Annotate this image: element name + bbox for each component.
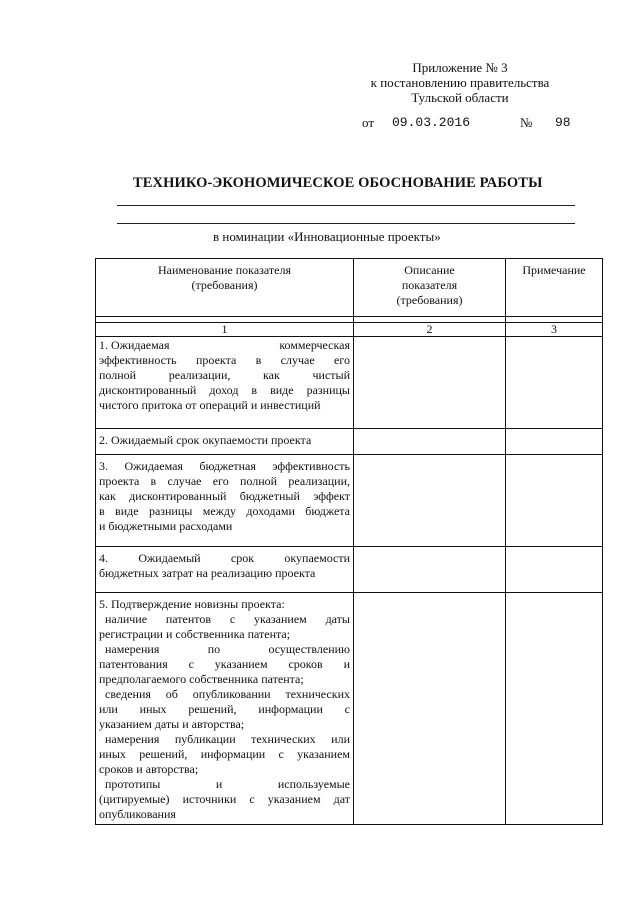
- number-prefix: №: [520, 115, 533, 130]
- row3-indicator: 3. Ожидаемая бюджетная эффективность проекта в случае его полной реализации, как дисконтированный бюджетный эффект в виде разницы между доходами бюджета и бюджетными расходами: [96, 455, 354, 547]
- resolution-date: 09.03.2016: [392, 115, 471, 130]
- blank-line-2: [117, 223, 575, 224]
- row1-note-cell[interactable]: [506, 337, 603, 429]
- row1-description-cell[interactable]: [354, 337, 506, 429]
- row2-description-cell[interactable]: [354, 429, 506, 455]
- feasibility-table: [95, 258, 603, 825]
- document-title: ТЕХНИКО-ЭКОНОМИЧЕСКОЕ ОБОСНОВАНИЕ РАБОТЫ: [133, 175, 543, 191]
- row1-indicator: 1. Ожидаемая коммерческая эффективность проекта в случае его полной реализации, как чистый дисконтированный доход в виде разницы чистого притока от операций и инвестиций: [96, 337, 354, 429]
- date-prefix: от: [362, 115, 375, 130]
- header-note: Примечание: [506, 259, 603, 317]
- row3-description-cell[interactable]: [354, 455, 506, 547]
- table-row: [96, 429, 603, 455]
- row5-indicator: 5. Подтверждение новизны проекта: наличие патентов с указанием даты регистрации и собственника патента; намерения по осуществлению патентования с указанием сроков и предполагаемого собственника патента; сведения об опубликовании технических или иных решений, информации с указанием даты и авторства; намерения публикации технических или иных решений, информации с указанием сроков и авторства; прототипы и используемые (цитируемые) источники с указанием дат опубликования: [96, 593, 354, 825]
- region-name: Тульской области: [411, 90, 509, 105]
- resolution-reference: к постановлению правительства: [370, 75, 550, 90]
- row2-indicator: 2. Ожидаемый срок окупаемости проекта: [96, 429, 354, 455]
- appendix-block: [340, 60, 580, 105]
- header-indicator-name: Наименование показателя (требования): [96, 259, 354, 317]
- table-row: [96, 547, 603, 593]
- row4-description-cell[interactable]: [354, 547, 506, 593]
- table-row: [96, 593, 603, 825]
- appendix-number: Приложение № 3: [412, 60, 508, 75]
- resolution-number: 98: [555, 115, 571, 130]
- row3-note-cell[interactable]: [506, 455, 603, 547]
- row2-note-cell[interactable]: [506, 429, 603, 455]
- column-number-2: 2: [354, 323, 506, 337]
- row4-indicator: 4. Ожидаемый срок окупаемости бюджетных затрат на реализацию проекта: [96, 547, 354, 593]
- row5-description-cell[interactable]: [354, 593, 506, 825]
- nomination-label: в номинации «Инновационные проекты»: [213, 229, 441, 244]
- table-row: [96, 337, 603, 429]
- column-number-1: 1: [96, 323, 354, 337]
- row4-note-cell[interactable]: [506, 547, 603, 593]
- table-header-row: [96, 259, 603, 317]
- table-row: [96, 455, 603, 547]
- row5-note-cell[interactable]: [506, 593, 603, 825]
- column-number-row: [96, 323, 603, 337]
- column-number-3: 3: [506, 323, 603, 337]
- header-indicator-description: Описание показателя (требования): [354, 259, 506, 317]
- blank-line-1: [117, 205, 575, 206]
